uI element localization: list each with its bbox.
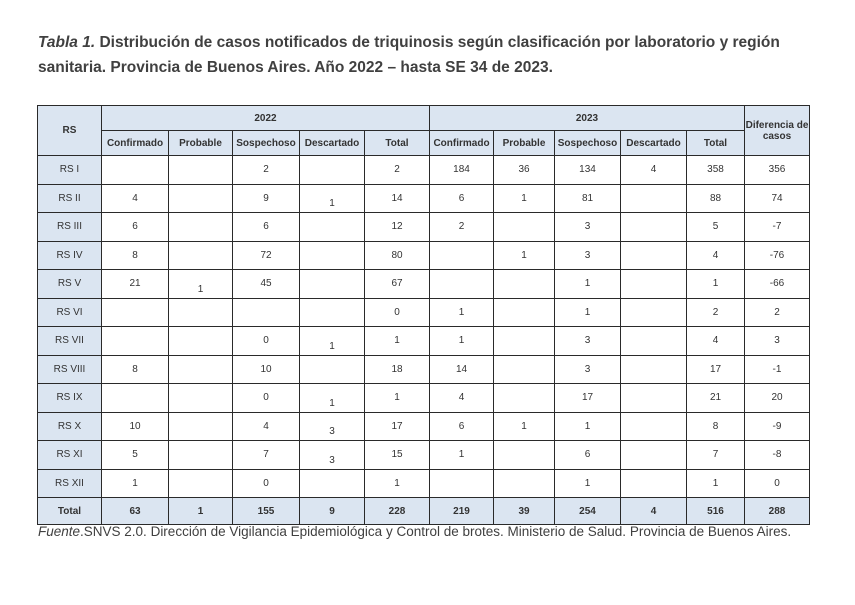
cell-total-2023: 8 [687, 412, 745, 441]
cell-total-2023: 358 [687, 156, 745, 185]
col-descartado-2023: Descartado [621, 131, 687, 156]
cell-confirmado-2022: 8 [102, 355, 169, 384]
cell-probable-2022 [169, 213, 233, 242]
cell-sospechoso-2023: 6 [555, 441, 621, 470]
table-row [38, 184, 810, 213]
caption-text: Distribución de casos notificados de triquinosis según clasificación por laboratorio y región sanitaria. Provincia de Buenos Aires. Año 2022 – hasta SE 34 de 2023. [38, 34, 780, 76]
cell-sospechoso-2022: 6 [233, 213, 300, 242]
table-row [38, 384, 810, 413]
cell-total-2022: 1 [365, 469, 430, 498]
cell-total-2022: 2 [365, 156, 430, 185]
cell-sospechoso-2022: 10 [233, 355, 300, 384]
table-row [38, 412, 810, 441]
cell-total-2023: 5 [687, 213, 745, 242]
cell-sospechoso-2022: 72 [233, 241, 300, 270]
col-total-2022: Total [365, 131, 430, 156]
cell-rs-name: RS IX [38, 384, 102, 413]
cell-sospechoso-2023: 134 [555, 156, 621, 185]
cell-diferencia: -76 [745, 241, 810, 270]
col-probable-2023: Probable [494, 131, 555, 156]
cell-total-2023: 21 [687, 384, 745, 413]
cell-sospechoso-2023: 3 [555, 213, 621, 242]
cell-descartado-2023 [621, 441, 687, 470]
header-row-columns [38, 131, 810, 156]
cell-rs-name: RS V [38, 270, 102, 299]
cell-probable-2022 [169, 241, 233, 270]
cell-probable-2022 [169, 412, 233, 441]
cell-confirmado-2023: 1 [430, 298, 494, 327]
cell-confirmado-2023: 6 [430, 184, 494, 213]
cell-sospechoso-2023: 81 [555, 184, 621, 213]
cell-sospechoso-2023: 3 [555, 241, 621, 270]
cell-total-2023: 7 [687, 441, 745, 470]
col-confirmado-2023: Confirmado [430, 131, 494, 156]
cell-total-2022: 1 [365, 327, 430, 356]
cell-descartado-2023 [621, 270, 687, 299]
cell-probable-2022 [169, 156, 233, 185]
diff-header: Diferencia de casos [745, 106, 810, 156]
cell-rs-name: RS XI [38, 441, 102, 470]
cell-diferencia: 2 [745, 298, 810, 327]
cell-rs-name: RS I [38, 156, 102, 185]
total-rs-name: Total [38, 498, 102, 525]
cell-diferencia: -66 [745, 270, 810, 299]
cell-sospechoso-2022: 45 [233, 270, 300, 299]
cell-probable-2023 [494, 384, 555, 413]
cell-confirmado-2023: 14 [430, 355, 494, 384]
cell-descartado-2022 [300, 270, 365, 299]
cell-total-2023: 4 [687, 327, 745, 356]
cell-total-2022: 18 [365, 355, 430, 384]
cell-probable-2023 [494, 270, 555, 299]
cell-confirmado-2022 [102, 327, 169, 356]
col-confirmado-2022: Confirmado [102, 131, 169, 156]
cell-sospechoso-2023: 1 [555, 469, 621, 498]
cell-probable-2023: 1 [494, 412, 555, 441]
cell-confirmado-2022: 10 [102, 412, 169, 441]
cell-confirmado-2023: 1 [430, 441, 494, 470]
cell-rs-name: RS VII [38, 327, 102, 356]
col-total-2023: Total [687, 131, 745, 156]
cell-sospechoso-2023: 3 [555, 355, 621, 384]
cell-sospechoso-2023: 3 [555, 327, 621, 356]
cell-descartado-2023: 4 [621, 156, 687, 185]
cell-descartado-2022: 3 [300, 412, 365, 441]
cell-descartado-2023 [621, 355, 687, 384]
cell-descartado-2022 [300, 213, 365, 242]
cell-confirmado-2022 [102, 384, 169, 413]
cell-probable-2023 [494, 469, 555, 498]
cell-diferencia: -1 [745, 355, 810, 384]
cell-descartado-2022: 3 [300, 441, 365, 470]
cell-probable-2022 [169, 327, 233, 356]
table-row [38, 156, 810, 185]
cell-confirmado-2022: 5 [102, 441, 169, 470]
source-label: Fuente [38, 524, 81, 539]
cell-total-2022: 1 [365, 384, 430, 413]
cell-probable-2022 [169, 441, 233, 470]
cell-confirmado-2023 [430, 241, 494, 270]
source-text: .SNVS 2.0. Dirección de Vigilancia Epidemiológica y Control de brotes. Ministerio de Salud. Provincia de Buenos Aires. [80, 524, 792, 539]
total-sospechoso-2022: 155 [233, 498, 300, 525]
cell-confirmado-2022: 4 [102, 184, 169, 213]
cell-descartado-2023 [621, 213, 687, 242]
year-2022-header: 2022 [102, 106, 430, 131]
total-confirmado-2022: 63 [102, 498, 169, 525]
cell-total-2022: 15 [365, 441, 430, 470]
caption-label: Tabla 1. [38, 34, 96, 51]
cell-total-2023: 2 [687, 298, 745, 327]
cell-descartado-2023 [621, 327, 687, 356]
total-total-2022: 228 [365, 498, 430, 525]
cell-confirmado-2022: 1 [102, 469, 169, 498]
cell-descartado-2023 [621, 298, 687, 327]
cell-total-2023: 1 [687, 270, 745, 299]
cell-rs-name: RS XII [38, 469, 102, 498]
cell-diferencia: 0 [745, 469, 810, 498]
cell-confirmado-2023 [430, 469, 494, 498]
cell-sospechoso-2022: 4 [233, 412, 300, 441]
cell-probable-2023 [494, 327, 555, 356]
cell-probable-2023 [494, 441, 555, 470]
cell-confirmado-2023: 184 [430, 156, 494, 185]
cell-sospechoso-2022 [233, 298, 300, 327]
cell-sospechoso-2022: 0 [233, 384, 300, 413]
cell-descartado-2023 [621, 184, 687, 213]
cell-descartado-2022: 1 [300, 384, 365, 413]
col-descartado-2022: Descartado [300, 131, 365, 156]
cell-diferencia: 74 [745, 184, 810, 213]
cell-probable-2023 [494, 298, 555, 327]
cell-rs-name: RS X [38, 412, 102, 441]
cell-rs-name: RS II [38, 184, 102, 213]
cell-probable-2023: 36 [494, 156, 555, 185]
cell-sospechoso-2022: 0 [233, 469, 300, 498]
cell-sospechoso-2022: 0 [233, 327, 300, 356]
cell-diferencia: 3 [745, 327, 810, 356]
cell-total-2022: 14 [365, 184, 430, 213]
cell-probable-2022 [169, 355, 233, 384]
cell-diferencia: -9 [745, 412, 810, 441]
cell-confirmado-2022: 8 [102, 241, 169, 270]
cell-probable-2022 [169, 298, 233, 327]
cell-sospechoso-2023: 17 [555, 384, 621, 413]
cell-probable-2023 [494, 213, 555, 242]
cell-sospechoso-2022: 9 [233, 184, 300, 213]
cell-confirmado-2022: 21 [102, 270, 169, 299]
cell-sospechoso-2022: 2 [233, 156, 300, 185]
cell-sospechoso-2023: 1 [555, 270, 621, 299]
cell-probable-2022: 1 [169, 270, 233, 299]
cell-total-2022: 17 [365, 412, 430, 441]
total-sospechoso-2023: 254 [555, 498, 621, 525]
cases-table [37, 105, 810, 525]
cell-descartado-2022 [300, 241, 365, 270]
cell-rs-name: RS IV [38, 241, 102, 270]
table-row [38, 327, 810, 356]
cell-descartado-2023 [621, 469, 687, 498]
cell-diferencia: -7 [745, 213, 810, 242]
cell-diferencia: -8 [745, 441, 810, 470]
cell-confirmado-2023: 4 [430, 384, 494, 413]
cell-descartado-2022 [300, 355, 365, 384]
table-caption [38, 30, 828, 80]
cell-descartado-2023 [621, 241, 687, 270]
table-row [38, 298, 810, 327]
total-diferencia: 288 [745, 498, 810, 525]
cell-total-2022: 67 [365, 270, 430, 299]
cell-descartado-2023 [621, 412, 687, 441]
cell-total-2022: 12 [365, 213, 430, 242]
total-descartado-2022: 9 [300, 498, 365, 525]
cell-descartado-2022 [300, 156, 365, 185]
col-probable-2022: Probable [169, 131, 233, 156]
cell-probable-2022 [169, 384, 233, 413]
cell-rs-name: RS VI [38, 298, 102, 327]
cell-probable-2022 [169, 469, 233, 498]
cell-sospechoso-2023: 1 [555, 298, 621, 327]
cell-confirmado-2022: 6 [102, 213, 169, 242]
table-row [38, 241, 810, 270]
cell-confirmado-2022 [102, 156, 169, 185]
cell-probable-2022 [169, 184, 233, 213]
total-probable-2022: 1 [169, 498, 233, 525]
cell-sospechoso-2023: 1 [555, 412, 621, 441]
total-probable-2023: 39 [494, 498, 555, 525]
cell-probable-2023 [494, 355, 555, 384]
total-confirmado-2023: 219 [430, 498, 494, 525]
cell-rs-name: RS VIII [38, 355, 102, 384]
cell-descartado-2022 [300, 298, 365, 327]
source-note [38, 521, 838, 543]
cell-rs-name: RS III [38, 213, 102, 242]
cell-probable-2023: 1 [494, 241, 555, 270]
col-sospechoso-2023: Sospechoso [555, 131, 621, 156]
rs-header: RS [38, 106, 102, 156]
cell-descartado-2023 [621, 384, 687, 413]
cell-total-2023: 4 [687, 241, 745, 270]
table-row [38, 469, 810, 498]
cell-confirmado-2023: 6 [430, 412, 494, 441]
cell-confirmado-2023: 2 [430, 213, 494, 242]
cell-diferencia: 356 [745, 156, 810, 185]
cell-diferencia: 20 [745, 384, 810, 413]
cell-sospechoso-2022: 7 [233, 441, 300, 470]
cell-total-2022: 80 [365, 241, 430, 270]
cell-descartado-2022: 1 [300, 327, 365, 356]
table-row [38, 441, 810, 470]
cell-total-2023: 1 [687, 469, 745, 498]
cell-probable-2023: 1 [494, 184, 555, 213]
table-row [38, 355, 810, 384]
cell-confirmado-2023: 1 [430, 327, 494, 356]
col-sospechoso-2022: Sospechoso [233, 131, 300, 156]
total-descartado-2023: 4 [621, 498, 687, 525]
cell-descartado-2022: 1 [300, 184, 365, 213]
cell-total-2023: 17 [687, 355, 745, 384]
cell-confirmado-2022 [102, 298, 169, 327]
header-row-years [38, 106, 810, 131]
table-row [38, 270, 810, 299]
cell-total-2023: 88 [687, 184, 745, 213]
cell-total-2022: 0 [365, 298, 430, 327]
table-row [38, 213, 810, 242]
total-total-2023: 516 [687, 498, 745, 525]
cell-confirmado-2023 [430, 270, 494, 299]
year-2023-header: 2023 [430, 106, 745, 131]
cell-descartado-2022 [300, 469, 365, 498]
